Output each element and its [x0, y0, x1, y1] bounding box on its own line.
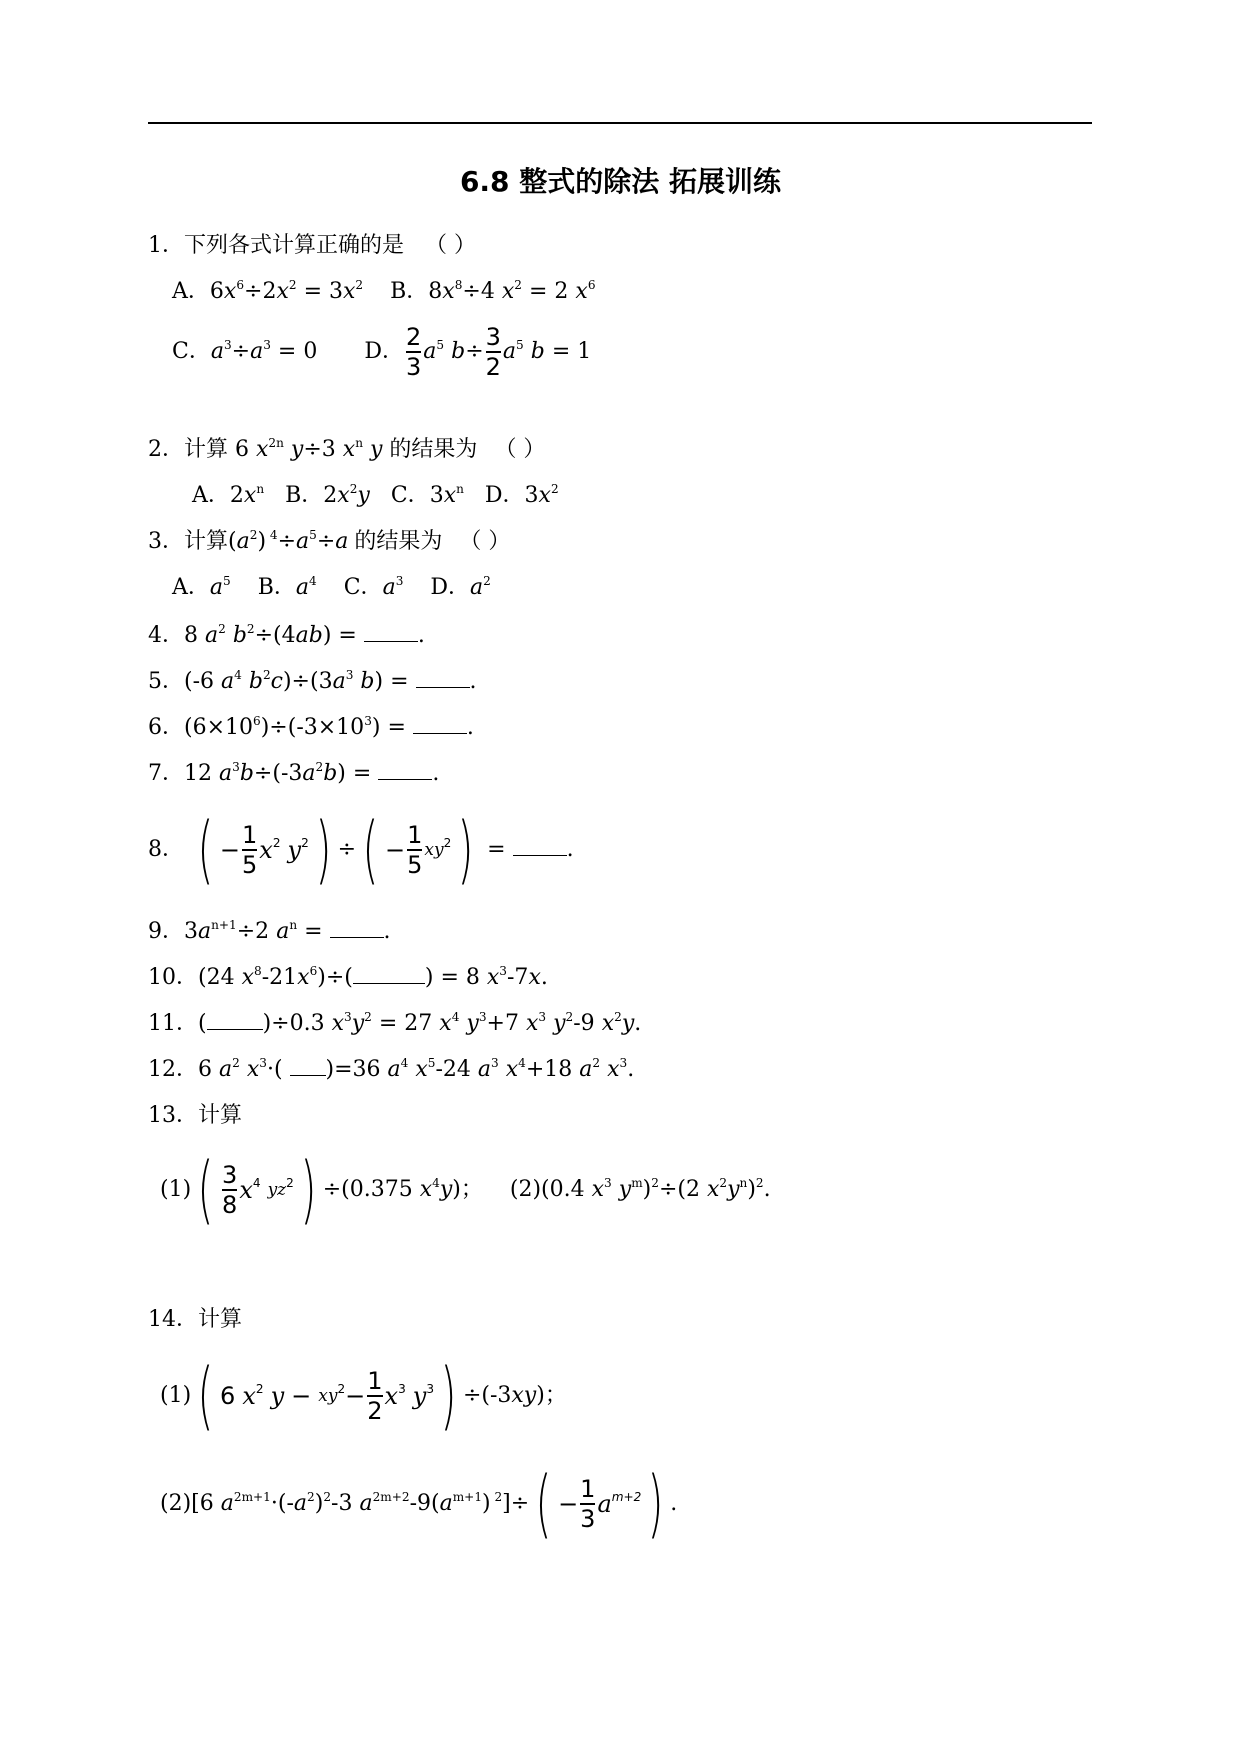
answer-blank[interactable] [378, 761, 432, 780]
question-stem: 下列各式计算正确的是 [184, 233, 405, 258]
option-b-label: B． [390, 279, 429, 304]
answer-bracket: （ ） [459, 529, 511, 554]
question-number: 2． [148, 437, 184, 462]
question-3: 3．计算$(a^2)$ $^4\div a^5\div a$ 的结果为 （ ） [148, 527, 511, 554]
q2-options: A．$2x^n$ B．$2x^2y$ C．$3x^n$ D．$3x^2$ [192, 481, 559, 508]
q1-options-ab [172, 278, 596, 306]
option-c-expr: $a^3\div a^3 = 0$ [210, 337, 318, 364]
question-9: 9．$3a^{n+1}\div 2$ $a^n$ = . [148, 917, 391, 944]
option-b-expr: $8x^8\div 4$ $x^2 = 2$ $x^6$ [428, 277, 596, 304]
answer-blank[interactable] [330, 919, 384, 938]
question-number: 3． [148, 529, 184, 554]
question-11: 11．( )÷0.3 $x^3y^2 = 27$ $x^4$ $y^3+7$ $x^3$ $y^2-9$ $x^2y$. [148, 1009, 642, 1036]
question-12: 12．6 $a^2$ $x^3\cdot$( )=36 $a^4$ $x^5-24$ $a^3$ $x^4+18$ $a^2$ $x^3$. [148, 1055, 635, 1082]
answer-blank[interactable] [290, 1057, 326, 1076]
q14-part1: (1)( 6 $x^2$ $y - xy^2-$ $\frac{1}{2}$ $x^3$ $y^3) \div(-3xy)$； [160, 1353, 567, 1439]
q14-part1-expr: ( 6 $x^2$ $y - xy^2-$ $\frac{1}{2}$ $x^3$ $y^3) \div(-3xy)$； [197, 1353, 567, 1439]
option-d-expr: $\frac{2}{3}$ $a^5$ b÷ $\frac{3}{2}$ $a^5$ b = 1 [406, 323, 592, 381]
option-d-label: D． [364, 339, 404, 364]
answer-blank[interactable] [207, 1011, 263, 1030]
question-1 [148, 232, 476, 260]
question-7: 7．12 $a^3b\div(-3a^2b)$ = . [148, 759, 440, 786]
option-a-expr: $6x^6\div 2x^2 = 3x^2$ [209, 277, 364, 304]
answer-bracket: （ ） [425, 233, 477, 258]
answer-bracket: （ ） [494, 437, 546, 462]
question-14: 14．计算 [148, 1307, 243, 1332]
q13-parts: (1)( $\frac{3}{8}$ $x^4$ $yz^2) \div(0.375$ $x^4y$)； (2)(0.4 $x^3$ $y^m)^2\div(2$ $x^2y^n)^2$. [160, 1147, 771, 1233]
header-rule [148, 122, 1092, 124]
answer-blank[interactable] [353, 965, 425, 984]
question-expr: ( − $\frac{1}{5}$ $x^2$ $y^2$) ÷( − $\frac{1}{5}$ $xy^2$) = . [197, 807, 574, 893]
question-2: 2．计算 6 $x^{2n}$ y÷3 $x^n$ y 的结果为 （ ） [148, 435, 546, 462]
question-expr: 6 $x^{2n}$ y÷3 $x^n$ y [235, 435, 383, 462]
question-10: 10．(24 $x^8-21x^6)\div$( ) = 8 $x^3-7x$. [148, 963, 548, 990]
question-expr: $(a^2)$ $^4\div a^5\div a$ [228, 527, 349, 554]
question-8: 8． ( − $\frac{1}{5}$ $x^2$ $y^2$) ÷( − $\frac{1}{5}$ $xy^2$) = . [148, 807, 574, 893]
answer-blank[interactable] [513, 837, 567, 856]
page-title: 6.8 整式的除法 拓展训练 [459, 165, 782, 198]
option-a-label: A． [172, 279, 210, 304]
option-c-label: C． [172, 339, 211, 364]
q3-options: A．$a^5$ B．$a^4$ C．$a^3$ D．$a^2$ [172, 573, 491, 600]
question-number: 1． [148, 233, 184, 258]
q13-part2-expr: (0.4 $x^3$ $y^m)^2\div(2$ $x^2y^n)^2$. [541, 1175, 771, 1202]
answer-blank[interactable] [416, 669, 470, 688]
question-5: 5．(-6 $a^4$ $b^2c)\div(3a^3$ b) = . [148, 667, 477, 694]
answer-blank[interactable] [413, 715, 467, 734]
q14-part2-expr: [6 $a^{2m+1}\cdot(-a^2)^2-3$ $a^{2m+2}-9(a^{m+1}) ^2]\div$( − $\frac{1}{3}$ $a^{m+2}$) . [191, 1461, 678, 1547]
question-4: 4．8 $a^2$ $b^2\div(4ab)$ = . [148, 621, 425, 648]
q14-part2: (2)[6 $a^{2m+1}\cdot(-a^2)^2-3$ $a^{2m+2}-9(a^{m+1}) ^2]\div$( − $\frac{1}{3}$ $a^{m+2}$) . [160, 1461, 678, 1547]
q13-part1-expr: ( $\frac{3}{8}$ $x^4$ $yz^2) \div(0.375$ $x^4y$)； [197, 1147, 483, 1233]
answer-blank[interactable] [364, 623, 418, 642]
question-13: 13．计算 [148, 1103, 243, 1128]
q1-options-cd [172, 322, 591, 382]
question-6: 6．$(6\times 10^6)\div(-3\times 10^3)$ = . [148, 713, 474, 740]
